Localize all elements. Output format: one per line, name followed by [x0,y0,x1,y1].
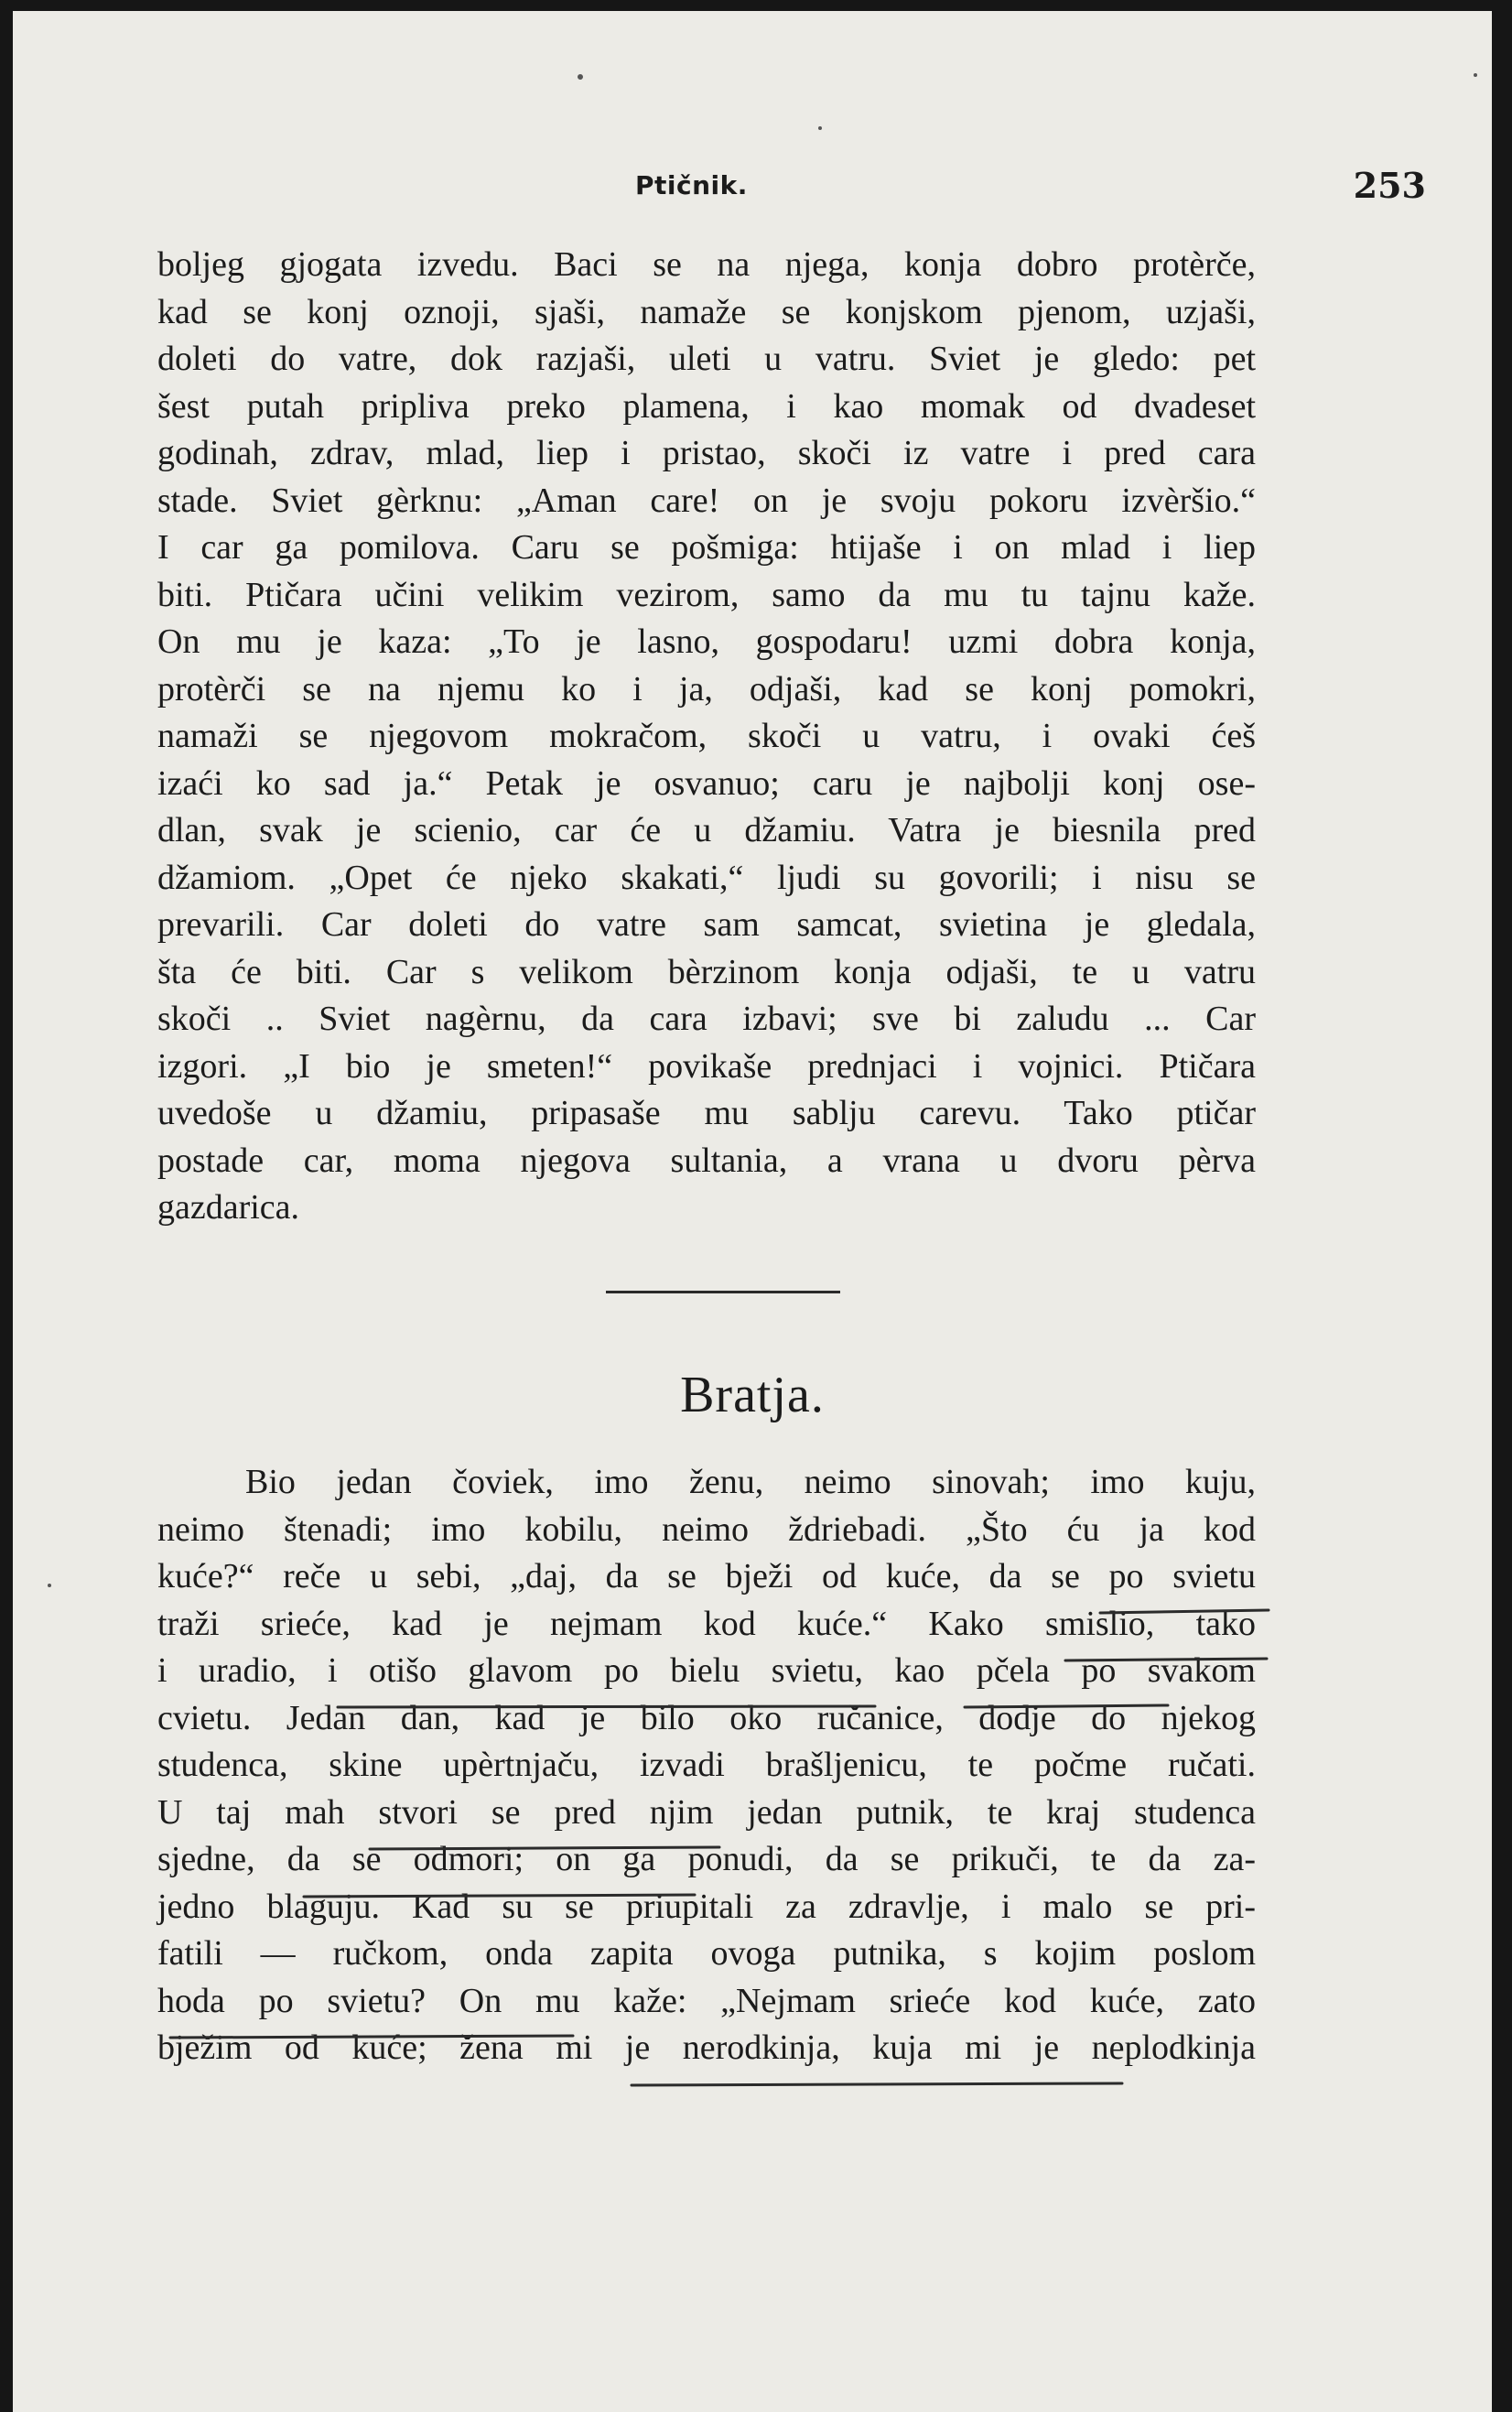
text-line: namaži se njegovom mokračom, skoči u vatru, i ovaki ćeš [157,717,1256,755]
speck [818,126,822,130]
page-number: 253 [1353,165,1426,206]
text-line: kad se konj oznoji, sjaši, namaže se konjskom pjenom, uzjaši, [157,292,1256,331]
page-header [13,165,1492,220]
text-line: U taj mah stvori se pred njim jedan putnik, te kraj studenca [157,1792,1256,1832]
story-continuation [157,242,1256,1232]
text-line: doleti do vatre, dok razjaši, uleti u vatru. Sviet je gledo: pet [157,340,1256,378]
text-line: dlan, svak je scienio, car će u džamiu. Vatra je biesnila pred [157,811,1256,849]
text-line: postade car, moma njegova sultania, a vrana u dvoru pèrva [157,1141,1256,1180]
text-line: On mu je kaza: „To je lasno, gospodaru! uzmi dobra konja, [157,622,1256,661]
text-line: bježim od kuće; žena mi je nerodkinja, kuja mi je neplodkinja [157,2028,1256,2067]
text-line: skoči .. Sviet nagèrnu, da cara izbavi; sve bi zaludu ... Car [157,1000,1256,1038]
text-line: džamiom. „Opet će njeko skakati,“ ljudi su govorili; i nisu se [157,858,1256,897]
text-line: stade. Sviet gèrknu: „Aman care! on je svoju pokoru izvèršio.“ [157,481,1256,520]
text-line: gazdarica. [157,1188,300,1227]
speck [48,1584,51,1587]
story-title: Bratja. [680,1367,825,1423]
text-line: I car ga pomilova. Caru se pošmiga: htijaše i on mlad i liep [157,528,1256,567]
text-line: prevarili. Car doleti do vatre sam samcat, svietina je gledala, [157,905,1256,944]
text-line: neimo štenadi; imo kobilu, neimo ždriebadi. „Što ću ja kod [157,1509,1256,1549]
text-line: sjedne, da se odmori; on ga ponudi, da se prikuči, te da za- [157,1840,1256,1878]
text-line: uvedoše u džamiu, pripasaše mu sablju carevu. Tako ptičar [157,1094,1256,1132]
running-head: Ptičnik. [635,170,748,200]
text-line: kuće?“ reče u sebi, „daj, da se bježi od kuće, da se po svietu [157,1557,1256,1595]
text-line: fatili — ručkom, onda zapita ovoga putnika, s kojim poslom [157,1934,1256,1973]
story-bratja [157,1459,1256,2072]
text-line: jedno blaguju. Kad su se priupitali za zdravlje, i malo se pri- [157,1887,1256,1926]
text-line: i uradio, i otišo glavom po bielu svietu, kao pčela po svakom [157,1651,1256,1690]
text-line: šest putah pripliva preko plamena, i kao momak od dvadeset [157,386,1256,426]
text-line: traži srieće, kad je nejmam kod kuće.“ Kako smislio, tako [157,1604,1256,1643]
text-line: hoda po svietu? On mu kaže: „Nejmam srieće kod kuće, zato [157,1981,1256,2020]
text-line: izaći ko sad ja.“ Petak je osvanuo; caru je najbolji konj ose- [157,763,1256,803]
speck [1474,73,1477,77]
underline-mark [632,2083,1122,2085]
text-line: godinah, zdrav, mlad, liep i pristao, skoči iz vatre i pred cara [157,434,1256,472]
text-line: boljeg gjogata izvedu. Baci se na njega, konja dobro protèrče, [157,245,1256,284]
section-divider [606,1291,840,1293]
text-line: Bio jedan čoviek, imo ženu, neimo sinovah; imo kuju, [245,1463,1256,1501]
text-line: protèrči se na njemu ko i ja, odjaši, kad se konj pomokri, [157,669,1256,708]
speck [578,74,583,80]
text-line: izgori. „I bio je smeten!“ povikaše prednjaci i vojnici. Ptičara [157,1046,1256,1086]
text-line: studenca, skine upèrtnjaču, izvadi brašljenicu, te počme ručati. [157,1746,1256,1784]
text-line: biti. Ptičara učini velikim vezirom, samo da mu tu tajnu kaže. [157,575,1256,614]
text-line: cvietu. Jedan dan, kad je bilo oko ručanice, dodje do njekog [157,1698,1256,1737]
text-line: šta će biti. Car s velikom bèrzinom konja odjaši, te u vatru [157,952,1256,991]
